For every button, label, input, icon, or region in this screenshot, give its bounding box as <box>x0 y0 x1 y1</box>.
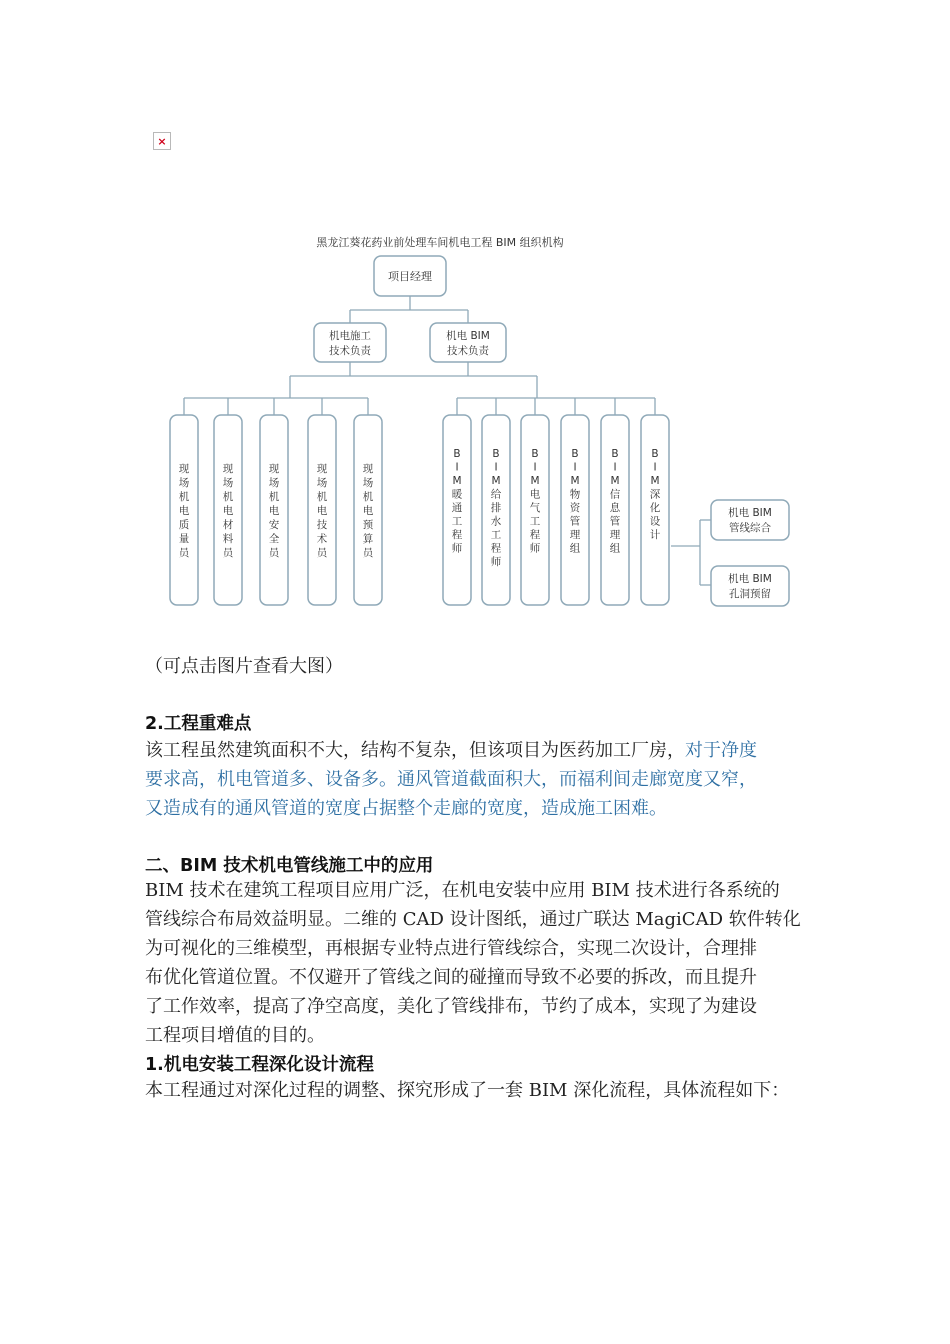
org-node-site-staff-2-char: 员 <box>222 547 234 559</box>
org-node-bim-staff-3-char: I <box>533 461 537 474</box>
org-node-site-staff-3-char: 机 <box>268 491 280 503</box>
org-node-subtask-pipeline[interactable] <box>711 500 789 540</box>
org-node-manager-bim[interactable] <box>430 323 506 362</box>
org-node-bim-staff-2-char: 工 <box>490 529 502 541</box>
org-node-bim-staff-5-char: 信 <box>609 488 621 501</box>
org-node-site-staff-2[interactable] <box>214 415 242 605</box>
org-node-site-staff-2-char: 场 <box>222 477 234 489</box>
svg-text:管线综合: 管线综合 <box>729 522 771 534</box>
org-node-site-staff-1-char: 员 <box>178 547 190 559</box>
org-node-site-staff-5-char: 算 <box>362 533 374 545</box>
org-node-site-staff-5-char: 员 <box>362 547 374 559</box>
org-node-bim-staff-4-char: 资 <box>569 502 581 514</box>
svg-text:项目经理: 项目经理 <box>388 270 432 283</box>
org-node-bim-staff-5[interactable] <box>601 415 629 605</box>
org-node-bim-staff-3[interactable] <box>521 415 549 605</box>
org-node-bim-staff-2-char: 师 <box>490 556 502 568</box>
section-paragraph-design-flow: 本工程通过对深化过程的调整、探究形成了一套 BIM 深化流程，具体流程如下： <box>145 1080 790 1101</box>
org-node-bim-staff-6-char: B <box>651 448 659 460</box>
image-caption: （可点击图片查看大图） <box>145 656 343 677</box>
org-node-bim-staff-1-char: 师 <box>451 542 463 555</box>
org-node-bim-staff-4[interactable] <box>561 415 589 605</box>
org-chart[interactable] <box>160 228 810 618</box>
org-node-bim-staff-6-char: I <box>653 461 657 474</box>
org-node-bim-staff-5-char: 理 <box>609 529 621 541</box>
org-node-site-staff-1-char: 质 <box>178 519 190 531</box>
org-node-bim-staff-5-char: I <box>613 461 617 474</box>
org-node-bim-staff-2-char: 程 <box>490 542 502 555</box>
org-node-bim-staff-3-char: M <box>530 475 540 487</box>
svg-text:机电 BIM: 机电 BIM <box>728 507 772 519</box>
org-node-site-staff-4-char: 电 <box>316 505 328 517</box>
svg-text:技术负责: 技术负责 <box>447 345 489 357</box>
section-heading-design-flow: 1.机电安装工程深化设计流程 <box>145 1055 374 1075</box>
org-node-site-staff-4-char: 场 <box>316 477 328 489</box>
org-node-site-staff-3-char: 全 <box>268 533 280 545</box>
org-node-bim-staff-2-char: 给 <box>490 488 502 501</box>
org-node-site-staff-1-char: 现 <box>178 463 190 475</box>
org-node-root[interactable] <box>374 256 446 296</box>
org-node-bim-staff-4-char: B <box>571 448 579 460</box>
section-heading-difficulties: 2.工程重难点 <box>145 714 252 734</box>
org-node-site-staff-1[interactable] <box>170 415 198 605</box>
org-node-bim-staff-4-char: 物 <box>569 488 581 501</box>
section-heading-bim-application: 二、BIM 技术机电管线施工中的应用 <box>145 856 434 876</box>
org-node-bim-staff-1-char: M <box>452 475 462 487</box>
org-node-subtask-openings[interactable] <box>711 566 789 606</box>
org-node-bim-staff-3-char: 程 <box>529 529 541 541</box>
org-node-site-staff-2-char: 现 <box>222 463 234 475</box>
org-node-bim-staff-1-char: 暖 <box>451 488 463 501</box>
org-node-bim-staff-1-char: 程 <box>451 529 463 541</box>
org-node-site-staff-4-char: 机 <box>316 491 328 503</box>
section-paragraph-bim-application: BIM 技术在建筑工程项目应用广泛，在机电安装中应用 BIM 技术进行各系统的 管线综合布局效益明显。二维的 CAD 设计图纸，通过广联达 MagiCAD 软件转化 为可视化的三维模型，再根据专业特点进行管线综合，实现二次设计，合理排 布优化管道位置。不仅避开了管线之间的碰撞而导致不必要的拆改，而且提升 了工作效率，提高了净空高度，美化了管线排布，节约了成本，实现了为建设 工程项目增值的目的。 <box>145 880 801 1046</box>
org-node-bim-staff-6[interactable] <box>641 415 669 605</box>
org-node-bim-staff-2-char: B <box>492 448 500 460</box>
org-node-site-staff-2-char: 料 <box>222 533 234 545</box>
org-node-manager-construction[interactable] <box>314 323 386 362</box>
org-node-site-staff-4-char: 术 <box>316 533 328 545</box>
org-node-site-staff-2-char: 材 <box>222 519 234 531</box>
org-node-site-staff-3[interactable] <box>260 415 288 605</box>
org-node-bim-staff-2-char: I <box>494 461 498 474</box>
org-node-site-staff-5[interactable] <box>354 415 382 605</box>
org-node-bim-staff-2-char: 水 <box>490 515 502 528</box>
svg-text:机电 BIM: 机电 BIM <box>728 573 772 585</box>
org-node-site-staff-3-char: 安 <box>268 519 280 531</box>
section-paragraph-difficulties: 该工程虽然建筑面积不大，结构不复杂，但该项目为医药加工厂房，对于净度 要求高，机电管道多、设备多。通风管道截面积大，而福利间走廊宽度又窄， 又造成有的通风管道的宽度占据整个走廊的宽度，造成施工困难。 <box>145 740 757 819</box>
org-node-bim-staff-6-char: 化 <box>649 502 661 514</box>
org-node-bim-staff-4-char: M <box>570 475 580 487</box>
org-node-site-staff-2-char: 机 <box>222 491 234 503</box>
org-node-bim-staff-5-char: 组 <box>609 542 621 555</box>
org-node-site-staff-3-char: 场 <box>268 477 280 489</box>
org-node-bim-staff-3-char: 师 <box>529 542 541 555</box>
org-node-site-staff-5-char: 电 <box>362 505 374 517</box>
org-node-bim-staff-2-char: 排 <box>490 502 502 514</box>
org-node-bim-staff-1-char: I <box>455 461 459 474</box>
org-node-site-staff-5-char: 机 <box>362 491 374 503</box>
org-node-bim-staff-1-char: 通 <box>451 502 463 514</box>
org-node-site-staff-3-char: 现 <box>268 463 280 475</box>
org-node-site-staff-1-char: 量 <box>178 533 190 545</box>
org-node-site-staff-3-char: 电 <box>268 505 280 517</box>
org-node-bim-staff-1[interactable] <box>443 415 471 605</box>
org-node-bim-staff-6-char: 计 <box>649 529 661 541</box>
org-node-bim-staff-3-char: 电 <box>529 488 541 501</box>
broken-image-icon[interactable]: × <box>153 132 171 150</box>
org-bim-staff-group <box>443 415 669 605</box>
org-node-site-staff-5-char: 现 <box>362 463 374 475</box>
org-node-bim-staff-2-char: M <box>491 475 501 487</box>
org-node-site-staff-4-char: 技 <box>316 519 328 531</box>
org-node-bim-staff-5-char: M <box>610 475 620 487</box>
org-node-bim-staff-4-char: 理 <box>569 529 581 541</box>
org-node-site-staff-3-char: 员 <box>268 547 280 559</box>
org-node-site-staff-4-char: 员 <box>316 547 328 559</box>
svg-text:孔洞预留: 孔洞预留 <box>729 588 771 600</box>
org-node-bim-staff-6-char: M <box>650 475 660 487</box>
org-node-site-staff-2-char: 电 <box>222 505 234 517</box>
org-node-site-staff-4-char: 现 <box>316 463 328 475</box>
org-chart-title: 黑龙江葵花药业前处理车间机电工程 BIM 组织机构 <box>316 236 564 249</box>
org-node-site-staff-1-char: 机 <box>178 491 190 503</box>
org-node-bim-staff-5-char: 息 <box>609 502 621 514</box>
org-node-site-staff-1-char: 电 <box>178 505 190 517</box>
svg-text:机电施工: 机电施工 <box>329 330 371 342</box>
org-node-bim-staff-3-char: B <box>531 448 539 460</box>
org-node-bim-staff-3-char: 气 <box>529 502 541 514</box>
org-site-staff-group <box>170 415 382 605</box>
org-node-site-staff-5-char: 场 <box>362 477 374 489</box>
org-node-bim-staff-4-char: 组 <box>569 542 581 555</box>
org-node-bim-staff-4-char: I <box>573 461 577 474</box>
org-node-bim-staff-5-char: 管 <box>609 515 621 528</box>
org-node-bim-staff-6-char: 设 <box>649 515 661 528</box>
org-node-bim-staff-5-char: B <box>611 448 619 460</box>
org-node-site-staff-1-char: 场 <box>178 477 190 489</box>
org-node-bim-staff-2[interactable] <box>482 415 510 605</box>
org-node-bim-staff-6-char: 深 <box>649 488 661 501</box>
svg-text:机电 BIM: 机电 BIM <box>446 330 490 342</box>
org-node-bim-staff-3-char: 工 <box>529 515 541 528</box>
org-node-bim-staff-4-char: 管 <box>569 515 581 528</box>
svg-text:技术负责: 技术负责 <box>329 345 371 357</box>
org-node-bim-staff-1-char: B <box>453 448 461 460</box>
org-node-site-staff-5-char: 预 <box>362 519 374 531</box>
org-node-site-staff-4[interactable] <box>308 415 336 605</box>
org-node-bim-staff-1-char: 工 <box>451 515 463 528</box>
